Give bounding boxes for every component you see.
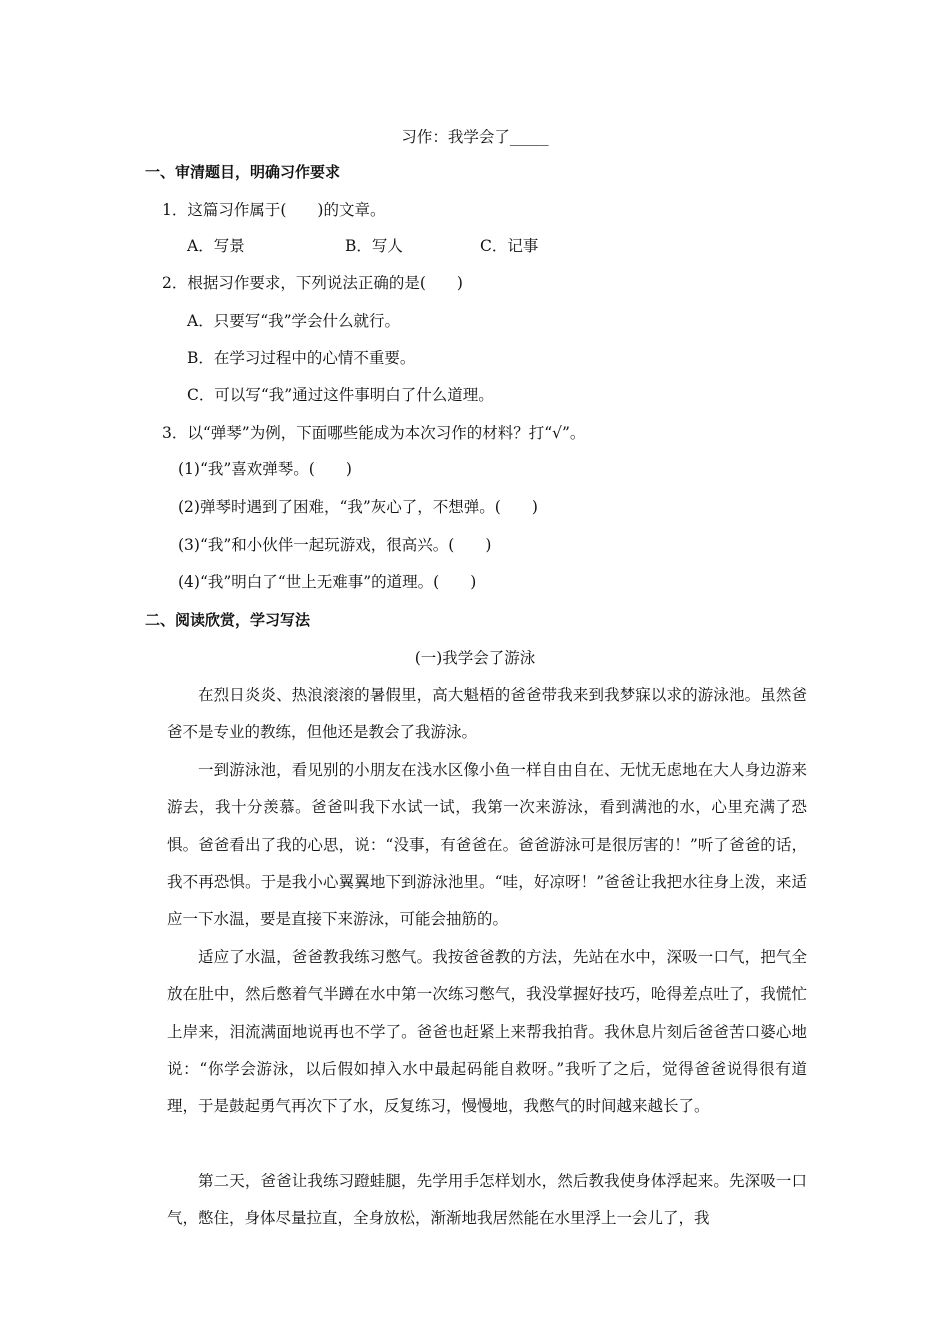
option-b: B．写人 (345, 237, 403, 255)
question-1: 1．这篇习作属于( )的文章。 (162, 201, 386, 219)
question-2-option-a: A．只要写“我”学会什么就行。 (187, 312, 401, 330)
question-2-option-c: C．可以写“我”通过这件事明白了什么道理。 (187, 386, 494, 404)
question-2-option-b: B．在学习过程中的心情不重要。 (187, 349, 416, 367)
article-paragraph-4: 第二天，爸爸让我练习蹬蛙腿，先学用手怎样划水，然后教我使身体浮起来。先深吸一口气，憋住，身体尽量拉直，全身放松，渐渐地我居然能在水里浮上一会儿了，我 (167, 1172, 807, 1228)
question-1-options (187, 236, 538, 256)
option-c: C．记事 (480, 237, 539, 255)
page-title: 习作：我学会了_____ (401, 128, 549, 146)
question-3-item-2: (2)弹琴时遇到了困难，“我”灰心了，不想弹。( ) (178, 498, 538, 516)
section-heading-1: 一、审清题目，明确习作要求 (145, 163, 341, 181)
question-3-item-3: (3)“我”和小伙伴一起玩游戏，很高兴。( ) (178, 536, 492, 554)
article-paragraph-3: 适应了水温，爸爸教我练习憋气。我按爸爸教的方法，先站在水中，深吸一口气，把气全放在肚中，然后憋着气半蹲在水中第一次练习憋气，我没掌握好技巧，呛得差点吐了，我慌忙上岸来，泪流满面地说再也不学了。爸爸也赶紧上来帮我拍背。我休息片刻后爸爸苦口婆心地说：“你学会游泳，以后假如掉入水中最起码能自救呀。”我听了之后，觉得爸爸说得很有道理，于是鼓起勇气再次下了水，反复练习，慢慢地，我憋气的时间越来越长了。 (167, 948, 807, 1116)
option-a: A．写景 (187, 237, 245, 255)
article-paragraph-1: 在烈日炎炎、热浪滚滚的暑假里，高大魁梧的爸爸带我来到我梦寐以求的游泳池。虽然爸爸不是专业的教练，但他还是教会了我游泳。 (167, 686, 807, 742)
question-2: 2．根据习作要求，下列说法正确的是( ) (162, 274, 463, 292)
question-3-item-4: (4)“我”明白了“世上无难事”的道理。( ) (178, 573, 477, 591)
question-3: 3．以“弹琴”为例，下面哪些能成为本次习作的材料？打“√”。 (162, 424, 586, 442)
article-title: (一)我学会了游泳 (414, 649, 536, 667)
question-3-item-1: (1)“我”喜欢弹琴。( ) (178, 460, 352, 478)
section-heading-2: 二、阅读欣赏，学习写法 (145, 611, 311, 629)
article-paragraph-2: 一到游泳池，看见别的小朋友在浅水区像小鱼一样自由自在、无忧无虑地在大人身边游来游去，我十分羡慕。爸爸叫我下水试一试，我第一次来游泳，看到满池的水，心里充满了恐惧。爸爸看出了我的心思，说：“没事，有爸爸在。爸爸游泳可是很厉害的！”听了爸爸的话，我不再恐惧。于是我小心翼翼地下到游泳池里。“哇，好凉呀！”爸爸让我把水往身上泼，来适应一下水温，要是直接下来游泳，可能会抽筋的。 (167, 761, 807, 929)
